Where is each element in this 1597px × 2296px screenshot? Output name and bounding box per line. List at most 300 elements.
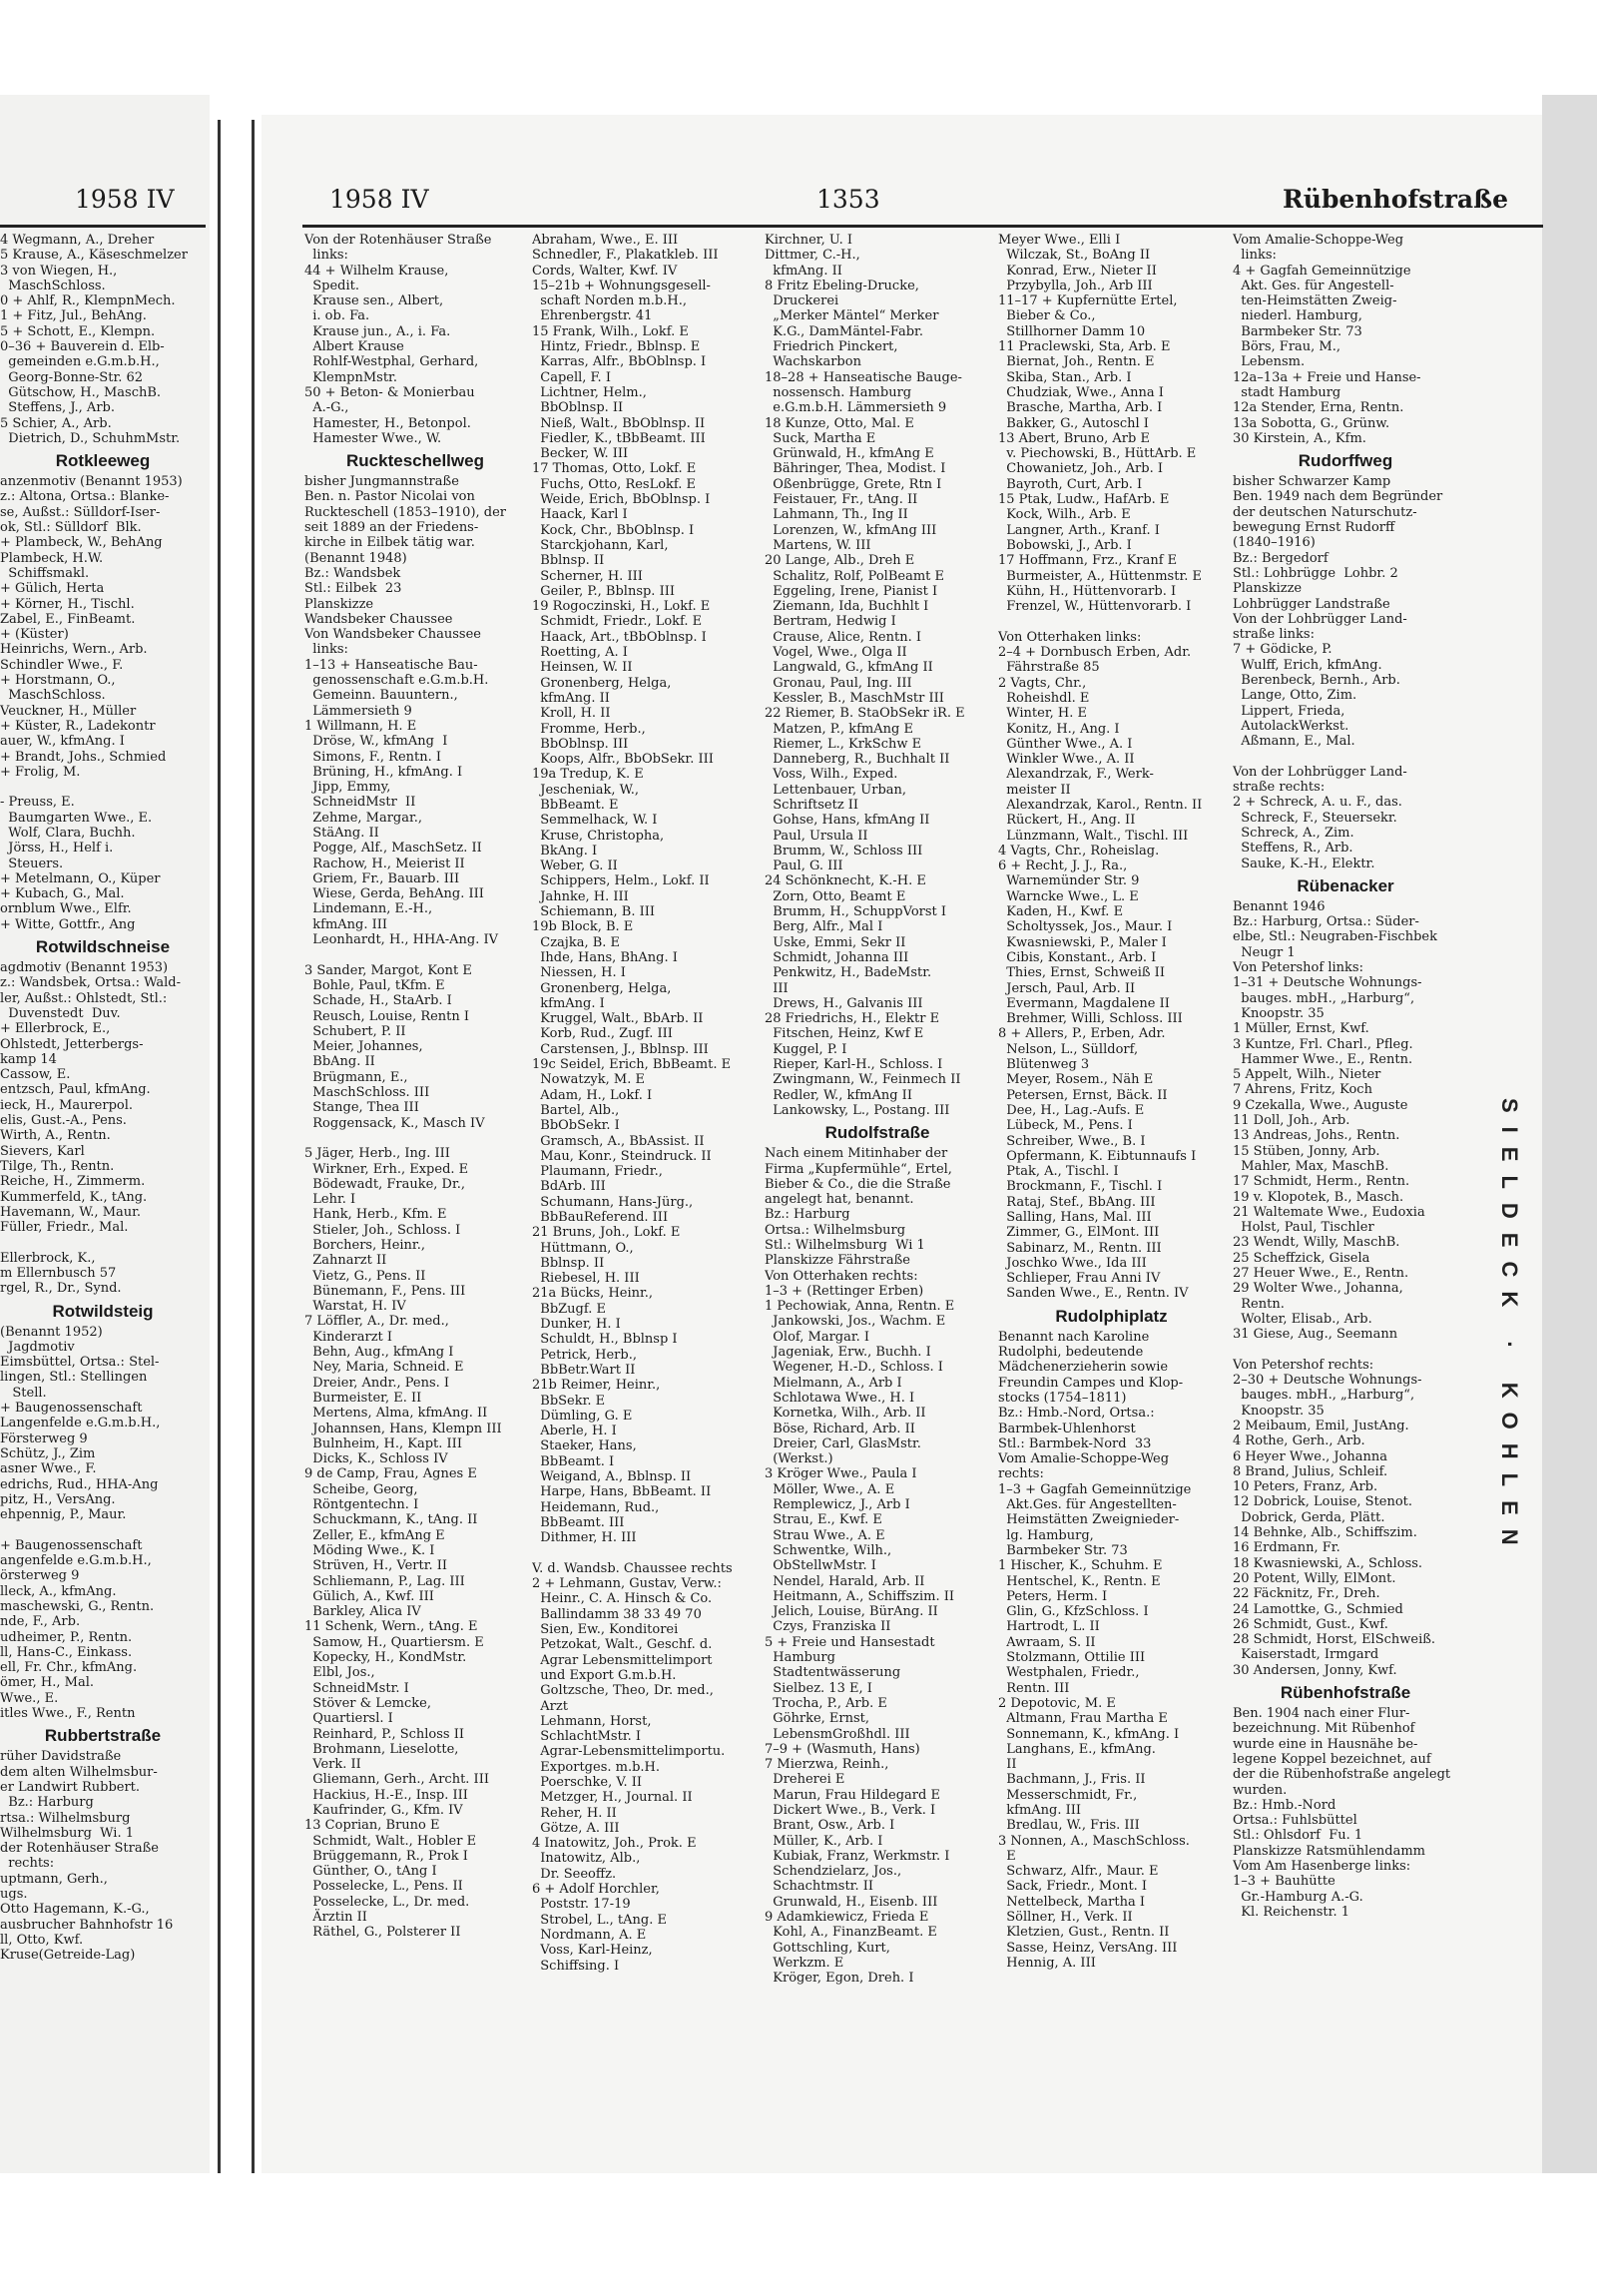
- directory-entry: Wolter, Elisab., Arb.: [1233, 1311, 1372, 1327]
- directory-entry: Dicks, K., Schloss IV: [304, 1451, 448, 1467]
- directory-entry: Bobowski, J., Arb. I: [998, 537, 1132, 553]
- directory-entry: Jelich, Louise, BürAng. II: [765, 1604, 938, 1620]
- directory-entry: 3 Sander, Margot, Kont E: [304, 962, 472, 978]
- directory-entry: Brohmann, Lieselotte,: [304, 1741, 459, 1757]
- directory-entry: und Export G.m.b.H.: [532, 1667, 677, 1683]
- directory-entry: Chowanietz, Joh., Arb. I: [998, 461, 1163, 477]
- directory-entry: 5 Schier, A., Arb.: [0, 415, 112, 431]
- directory-entry: Meyer, Rosem., Näh E: [998, 1072, 1154, 1088]
- directory-entry: Hüttmann, O.,: [532, 1240, 634, 1256]
- directory-entry: Lankowsky, L., Postang. III: [765, 1102, 950, 1118]
- directory-entry: Von Wandsbeker Chaussee: [304, 627, 481, 643]
- directory-entry: 7 Löffler, A., Dr. med.,: [304, 1314, 449, 1330]
- directory-entry: „Merker Mäntel“ Merker: [765, 308, 939, 324]
- directory-entry: Adam, H., Lokf. I: [532, 1087, 653, 1103]
- directory-entry: Brügmann, E.,: [304, 1069, 408, 1085]
- directory-entry: Gütschow, H., MaschB.: [0, 384, 162, 400]
- directory-entry: Wilczak, St., BoAng II: [998, 248, 1151, 264]
- directory-entry: [0, 1235, 4, 1250]
- directory-entry: Planskizze Fährstraße: [765, 1253, 910, 1269]
- directory-entry: Schubert, P. II: [304, 1023, 406, 1039]
- directory-entry: pitz, H., VersAng.: [0, 1491, 116, 1507]
- directory-entry: Roheishdl. E: [998, 690, 1090, 706]
- directory-entry: Staeker, Hans,: [532, 1438, 637, 1454]
- directory-entry: Samow, H., Quartiersm. E: [304, 1634, 484, 1650]
- directory-entry: (1840–1916): [1233, 535, 1316, 551]
- directory-entry: Skiba, Stan., Arb. I: [998, 369, 1132, 385]
- directory-entry: bauges. mbH., „Harburg“,: [1233, 1388, 1415, 1404]
- directory-entry: straße links:: [1233, 627, 1315, 643]
- directory-entry: Schreiber, Wwe., B. I: [998, 1133, 1146, 1149]
- directory-entry: Sasse, Heinz, VersAng. III: [998, 1940, 1178, 1956]
- directory-entry: Lünzmann, Walt., Tischl. III: [998, 828, 1189, 844]
- directory-entry: Bz.: Harburg, Ortsa.: Süder-: [1233, 914, 1419, 930]
- directory-entry: Jageniak, Erw., Buchh. I: [765, 1345, 931, 1361]
- directory-entry: örsterweg 9: [0, 1568, 80, 1584]
- street-heading: Rübenacker: [1297, 875, 1394, 895]
- directory-entry: Brant, Osw., Arb. I: [765, 1818, 895, 1834]
- directory-entry: BbAng. II: [304, 1054, 375, 1070]
- directory-entry: Dickert Wwe., B., Verk. I: [765, 1802, 936, 1818]
- directory-entry: Brockmann, F., Tischl. I: [998, 1179, 1163, 1195]
- directory-entry: ten-Heimstätten Zweig-: [1233, 293, 1397, 309]
- directory-entry: er Landwirt Rubbert.: [0, 1779, 141, 1795]
- directory-entry: Rentn.: [1233, 1296, 1285, 1312]
- directory-entry: links:: [304, 248, 348, 264]
- directory-entry: kamp 14: [0, 1051, 57, 1067]
- directory-column-4: [765, 233, 990, 2159]
- directory-entry: der Rotenhäuser Straße: [0, 1841, 159, 1857]
- directory-entry: + Metelmann, O., Küper: [0, 870, 161, 886]
- directory-entry: Glin, G., KfzSchloss. I: [998, 1604, 1149, 1620]
- directory-entry: Wirth, A., Rentn.: [0, 1128, 111, 1144]
- directory-entry: Rachow, H., Meierist II: [304, 856, 465, 871]
- directory-entry: Voss, Karl-Heinz,: [532, 1943, 653, 1959]
- directory-entry: Börs, Frau, M.,: [1233, 339, 1340, 355]
- directory-entry: rgel, R., Dr., Synd.: [0, 1281, 122, 1297]
- directory-entry: Hartrodt, L. II: [998, 1619, 1100, 1635]
- directory-entry: Sanden Wwe., E., Rentn. IV: [998, 1286, 1189, 1302]
- directory-entry: Cords, Walter, Kwf. IV: [532, 263, 678, 279]
- directory-entry: Dreier, Andr., Pens. I: [304, 1375, 450, 1391]
- directory-entry: 9 Adamkiewicz, Frieda E: [765, 1910, 929, 1926]
- directory-entry: Lübeck, M., Pens. I: [998, 1118, 1133, 1134]
- directory-entry: Vom Am Hasenberge links:: [1233, 1858, 1411, 1874]
- directory-entry: Schade, H., StaArb. I: [304, 993, 452, 1009]
- directory-entry: 2–4 + Dornbusch Erben, Adr.: [998, 645, 1192, 661]
- directory-entry: 7 Ahrens, Fritz, Koch: [1233, 1082, 1372, 1098]
- directory-entry: Bz.: Hmb.-Nord: [1233, 1797, 1336, 1813]
- street-heading: Rudorffweg: [1298, 451, 1393, 471]
- directory-entry: Nowatzyk, M. E: [532, 1072, 645, 1088]
- directory-entry: Stange, Thea III: [304, 1100, 419, 1116]
- directory-entry: Brüning, H., kfmAng. I: [304, 764, 463, 780]
- directory-entry: Bz.: Wandsbek: [304, 565, 401, 581]
- directory-entry: Dithmer, H. III: [532, 1530, 637, 1546]
- directory-entry: Möller, Wwe., A. E: [765, 1481, 895, 1497]
- directory-entry: Otto Hagemann, K.-G.,: [0, 1902, 150, 1918]
- directory-entry: Aberle, H. I: [532, 1424, 617, 1439]
- directory-entry: Czys, Franziska II: [765, 1619, 891, 1635]
- directory-entry: Suck, Martha E: [765, 430, 876, 446]
- directory-entry: Reusch, Louise, Rentn I: [304, 1008, 470, 1024]
- directory-entry: ell, Fr. Chr., kfmAng.: [0, 1660, 138, 1676]
- directory-entry: Fuchs, Otto, ResLokf. E: [532, 476, 697, 492]
- directory-entry: Borchers, Heinr.,: [304, 1238, 425, 1253]
- directory-entry: Gronenberg, Helga,: [532, 980, 672, 996]
- directory-entry: Günther, O., tAng I: [304, 1864, 437, 1880]
- directory-entry: 18 Kwasniewski, A., Schloss.: [1233, 1555, 1423, 1571]
- directory-entry: Weide, Erich, BbOblnsp. I: [532, 492, 711, 508]
- page-number: 1353: [816, 185, 880, 214]
- header-rule-right: [302, 225, 1543, 228]
- directory-entry: Konitz, H., Ang. I: [998, 721, 1120, 737]
- directory-entry: 21b Reimer, Heinr.,: [532, 1378, 661, 1394]
- directory-entry: + Kubach, G., Mal.: [0, 886, 125, 902]
- directory-entry: Burmeister, E. II: [304, 1390, 422, 1406]
- directory-entry: 18 Kunze, Otto, Mal. E: [765, 415, 914, 431]
- directory-entry: + Brandt, Johs., Schmied: [0, 749, 167, 765]
- directory-entry: Biernat, Joh., Rentn. E: [998, 354, 1155, 370]
- directory-entry: Drews, H., Galvanis III: [765, 995, 923, 1011]
- directory-entry: 2 Meibaum, Emil, JustAng.: [1233, 1418, 1409, 1434]
- directory-entry: Schreck, A., Zim.: [1233, 825, 1354, 841]
- directory-entry: [532, 1546, 536, 1561]
- directory-entry: Aßmann, E., Mal.: [1233, 734, 1355, 750]
- directory-entry: + Horstmann, O.,: [0, 673, 116, 689]
- directory-entry: Marun, Frau Hildegard E: [765, 1787, 940, 1803]
- directory-entry: MaschSchloss.: [0, 688, 106, 704]
- directory-entry: Spedit.: [304, 278, 360, 293]
- directory-column-3: [532, 233, 757, 2159]
- directory-entry: Karras, Alfr., BbOblnsp. I: [532, 354, 707, 370]
- street-header: Rübenhofstraße: [1283, 185, 1509, 214]
- directory-entry: Veuckner, H., Müller: [0, 703, 137, 719]
- directory-entry: Bachmann, J., Fris. II: [998, 1772, 1146, 1788]
- directory-entry: Agrar-Lebensmittelimportu.: [532, 1744, 726, 1760]
- directory-entry: Penkwitz, H., BadeMstr.: [765, 965, 932, 981]
- street-heading: Ruckteschellweg: [346, 451, 484, 471]
- directory-entry: Druckerei: [765, 293, 839, 309]
- directory-entry: nde, F., Arb.: [0, 1614, 81, 1630]
- directory-entry: Sielbez. 13 E, I: [765, 1680, 872, 1696]
- directory-entry: Warncke Wwe., L. E: [998, 888, 1139, 904]
- directory-entry: 21a Bücks, Heinr.,: [532, 1286, 654, 1302]
- directory-entry: 7 Mierzwa, Reinh.,: [765, 1757, 889, 1773]
- directory-entry: Barmbeker Str. 73: [998, 1542, 1128, 1558]
- directory-entry: Elbl, Jos.,: [304, 1665, 375, 1681]
- directory-entry: Dittmer, C.-H.,: [765, 248, 860, 264]
- directory-entry: 10 Peters, Franz, Arb.: [1233, 1479, 1378, 1495]
- directory-entry: Fitschen, Heinz, Kwf E: [765, 1026, 924, 1042]
- directory-entry: Becker, W. III: [532, 446, 629, 462]
- directory-entry: 2 + Schreck, A. u. F., das.: [1233, 795, 1402, 811]
- directory-entry: Stl.: Lohbrügge Lohbr. 2: [1233, 565, 1398, 581]
- directory-entry: Cassow, E.: [0, 1067, 71, 1083]
- directory-entry: E: [998, 1848, 1016, 1864]
- directory-entry: Trocha, P., Arb. E: [765, 1695, 887, 1711]
- directory-entry: Schnedler, F., Plakatkleb. III: [532, 248, 719, 264]
- directory-entry: Ärztin II: [304, 1910, 367, 1926]
- directory-entry: BbBetr.Wart II: [532, 1362, 636, 1378]
- directory-entry: Rentn. III: [998, 1680, 1070, 1696]
- directory-entry: Paul, G. III: [765, 859, 843, 874]
- directory-entry: Böse, Richard, Arb. II: [765, 1421, 915, 1436]
- directory-entry: 3 Nonnen, A., MaschSchloss.: [998, 1833, 1190, 1849]
- directory-entry: Geiler, P., Bblnsp. III: [532, 583, 675, 599]
- directory-entry: BdArb. III: [532, 1179, 606, 1195]
- directory-entry: Dröse, W., kfmAng I: [304, 734, 448, 750]
- directory-entry: Benannt nach Karoline: [998, 1329, 1150, 1345]
- directory-entry: (Benannt 1948): [304, 550, 407, 566]
- directory-entry: 20 Lange, Alb., Dreh E: [765, 553, 915, 569]
- directory-entry: 13 Andreas, Johs., Rentn.: [1233, 1128, 1400, 1144]
- directory-entry: Johannsen, Hans, Klempn III: [304, 1421, 502, 1436]
- directory-entry: 13a Sobotta, G., Grünw.: [1233, 415, 1390, 431]
- directory-entry: Schumann, Hans-Jürg.,: [532, 1194, 694, 1210]
- directory-entry: 30 Andersen, Jonny, Kwf.: [1233, 1662, 1397, 1678]
- directory-entry: + Ellerbrock, E.,: [0, 1021, 111, 1037]
- directory-entry: niederl. Hamburg,: [1233, 308, 1362, 324]
- directory-entry: + Plambeck, W., BehAng: [0, 535, 163, 551]
- directory-entry: Westphalen, Friedr.,: [998, 1665, 1140, 1681]
- directory-entry: Harpe, Hans, BbBeamt. II: [532, 1484, 712, 1500]
- directory-entry: schaft Norden m.b.H.,: [532, 293, 687, 309]
- directory-entry: 30 Kirstein, A., Kfm.: [1233, 430, 1366, 446]
- directory-entry: Nach einem Mitinhaber der: [765, 1146, 948, 1162]
- directory-entry: - Preuss, E.: [0, 795, 75, 811]
- directory-entry: Kroll, H. II: [532, 706, 611, 722]
- directory-entry: Jipp, Emmy,: [304, 780, 391, 796]
- directory-entry: Goltzsche, Theo, Dr. med.,: [532, 1683, 714, 1699]
- directory-entry: 5 Jäger, Herb., Ing. III: [304, 1146, 450, 1162]
- directory-entry: Behn, Aug., kfmAng I: [304, 1345, 454, 1361]
- directory-entry: Heinr., C. A. Hinsch & Co.: [532, 1591, 713, 1607]
- directory-entry: Kruggel, Walt., BbArb. II: [532, 1011, 704, 1027]
- directory-entry: + (Küster): [0, 627, 69, 643]
- directory-entry: Schlieper, Frau Anni IV: [998, 1271, 1161, 1287]
- directory-entry: Göhrke, Ernst,: [765, 1711, 870, 1727]
- directory-entry: Firma „Kupfermühle“, Ertel,: [765, 1161, 952, 1177]
- directory-entry: Alexandrzak, F., Werk-: [998, 767, 1154, 783]
- directory-entry: Redler, W., kfmAng II: [765, 1087, 912, 1103]
- directory-entry: 12 Dobrick, Louise, Stenot.: [1233, 1494, 1413, 1510]
- directory-entry: Tilge, Th., Rentn.: [0, 1158, 115, 1174]
- directory-entry: Füller, Friedr., Mal.: [0, 1220, 129, 1236]
- directory-entry: 9 Czekalla, Wwe., Auguste: [1233, 1097, 1408, 1113]
- directory-entry: Stolzmann, Ottilie III: [998, 1650, 1146, 1666]
- directory-entry: 19b Block, B. E: [532, 919, 634, 935]
- directory-entry: Burmeister, A., Hüttenmstr. E: [998, 568, 1202, 584]
- directory-entry: Zabel, E., FinBeamt.: [0, 611, 136, 627]
- directory-entry: Griem, Fr., Bauarb. III: [304, 870, 460, 886]
- directory-entry: Bayroth, Curt, Arb. I: [998, 476, 1143, 492]
- directory-entry: Schlotawa Wwe., H. I: [765, 1390, 915, 1406]
- directory-entry: Haack, Karl I: [532, 507, 628, 523]
- directory-entry: 6 + Recht, J. J., Ra.,: [998, 859, 1128, 874]
- directory-entry: Bartel, Alb.,: [532, 1102, 620, 1118]
- directory-entry: Weigand, A., Bblnsp. II: [532, 1469, 692, 1485]
- directory-entry: Rataj, Stef., BbAng. III: [998, 1194, 1156, 1210]
- directory-entry: Stell.: [0, 1385, 47, 1401]
- directory-entry: bisher Jungmannstraße: [304, 474, 459, 490]
- directory-entry: Schindler Wwe., F.: [0, 657, 124, 673]
- directory-entry: 4 Inatowitz, Joh., Prok. E: [532, 1836, 697, 1852]
- directory-entry: Gr.-Hamburg A.-G.: [1233, 1889, 1363, 1905]
- directory-column-2: [304, 233, 526, 2159]
- directory-entry: 5 + Freie und Hansestadt: [765, 1634, 935, 1650]
- directory-entry: Mertens, Alma, kfmAng. II: [304, 1406, 488, 1422]
- directory-entry: Zimmer, G., ElMont. III: [998, 1225, 1160, 1241]
- directory-entry: Posselecke, L., Pens. II: [304, 1879, 463, 1895]
- directory-entry: Strau Wwe., A. E: [765, 1527, 885, 1543]
- directory-entry: Rückert, H., Ang. II: [998, 813, 1136, 829]
- directory-column-5: [998, 233, 1225, 2159]
- directory-entry: entzsch, Paul, kfmAng.: [0, 1082, 151, 1098]
- directory-entry: Lebensm.: [1233, 354, 1306, 370]
- directory-entry: Peters, Herm. I: [998, 1588, 1108, 1604]
- directory-entry: Kaiserstadt, Irmgard: [1233, 1647, 1379, 1663]
- directory-entry: Hentschel, K., Rentn. E: [998, 1573, 1161, 1589]
- directory-entry: Kirchner, U. I: [765, 233, 853, 248]
- directory-entry: Dietrich, D., SchuhmMstr.: [0, 430, 181, 446]
- directory-entry: Bredlau, W., Fris. III: [998, 1818, 1140, 1834]
- directory-entry: Jörss, H., Helf i.: [0, 841, 114, 857]
- directory-entry: 25 Scheffzick, Gisela: [1233, 1250, 1370, 1266]
- directory-entry: 5 Appelt, Wilh., Nieter: [1233, 1067, 1381, 1083]
- directory-entry: KlempnMstr.: [304, 369, 397, 385]
- directory-entry: Holst, Paul, Tischler: [1233, 1220, 1374, 1236]
- directory-entry: Lettenbauer, Urban,: [765, 782, 907, 798]
- directory-entry: Ellerbrock, K.,: [0, 1250, 96, 1266]
- directory-entry: Kühn, H., Hüttenvorarb. I: [998, 583, 1177, 599]
- directory-entry: Heinsen, W. II: [532, 660, 633, 676]
- directory-entry: der die Rübenhofstraße angelegt: [1233, 1767, 1451, 1783]
- directory-entry: BbBeamt. E: [532, 797, 619, 813]
- directory-entry: 11 Doll, Joh., Arb.: [1233, 1113, 1350, 1129]
- directory-entry: Nordmann, A. E: [532, 1927, 647, 1943]
- directory-entry: [0, 780, 4, 795]
- directory-entry: Cibis, Konstant., Arb. I: [998, 949, 1157, 965]
- directory-entry: Sack, Friedr., Mont. I: [998, 1879, 1148, 1895]
- directory-entry: Capell, F. I: [532, 369, 611, 385]
- directory-entry: Berenbeck, Bernh., Arb.: [1233, 673, 1400, 689]
- directory-entry: Sonnemann, K., kfmAng. I: [998, 1726, 1180, 1742]
- directory-entry: 1 Willmann, H. E: [304, 718, 417, 734]
- directory-entry: Petersen, Ernst, Bäck. II: [998, 1087, 1168, 1103]
- directory-entry: Nettelbeck, Martha I: [998, 1894, 1145, 1910]
- directory-entry: Kohl, A., FinanzBeamt. E: [765, 1925, 937, 1941]
- directory-entry: Schmidt, Walt., Hobler E: [304, 1833, 477, 1849]
- directory-entry: Schuldt, H., Bblnsp I: [532, 1332, 678, 1348]
- directory-entry: 7 + Gödicke, P.: [1233, 642, 1332, 658]
- directory-entry: Hennig, A. III: [998, 1955, 1096, 1971]
- directory-entry: Von Otterhaken links:: [998, 629, 1142, 645]
- street-heading: Rotwildsteig: [52, 1301, 154, 1321]
- directory-entry: kfmAng. III: [998, 1802, 1082, 1818]
- directory-entry: Niessen, H. I: [532, 965, 626, 981]
- directory-entry: Jescheniak, W.,: [532, 782, 639, 798]
- directory-entry: BbOblnsp. III: [532, 736, 629, 752]
- directory-entry: Vietz, G., Pens. II: [304, 1268, 426, 1284]
- directory-entry: 4 Vagts, Chr., Roheislag.: [998, 843, 1160, 859]
- directory-entry: 26 Schmidt, Gust., Kwf.: [1233, 1616, 1388, 1632]
- directory-entry: Ruckteschell (1853–1910), der: [304, 504, 507, 520]
- directory-entry: 19c Seidel, Erich, BbBeamt. E: [532, 1057, 732, 1073]
- street-heading: Rübenhofstraße: [1280, 1683, 1411, 1703]
- directory-entry: (Benannt 1952): [0, 1324, 103, 1340]
- directory-entry: Grünwald, H., kfmAng E: [765, 446, 934, 462]
- directory-entry: anzenmotiv (Benannt 1953): [0, 474, 183, 490]
- directory-entry: Leonhardt, H., HHA-Ang. IV: [304, 932, 498, 948]
- directory-entry: + Küster, R., Ladekontr: [0, 718, 156, 734]
- directory-entry: Zehme, Margar.,: [304, 810, 423, 826]
- directory-entry: 1–3 + Bauhütte: [1233, 1874, 1335, 1890]
- directory-entry: Brumm, H., SchuppVorst I: [765, 904, 947, 920]
- directory-entry: 4 + Gagfah Gemeinnützige: [1233, 263, 1411, 279]
- directory-entry: bezeichnung. Mit Rübenhof: [1233, 1721, 1415, 1737]
- directory-entry: Stillhorner Damm 10: [998, 323, 1146, 339]
- directory-entry: Krause sen., Albert,: [304, 293, 444, 309]
- directory-entry: Mahler, Max, MaschB.: [1233, 1158, 1389, 1174]
- directory-entry: Schwarz, Alfr., Maur. E: [998, 1864, 1159, 1880]
- directory-entry: 1 Müller, Ernst, Kwf.: [1233, 1021, 1369, 1037]
- directory-entry: BbBeamt. I: [532, 1453, 615, 1469]
- directory-entry: 21 Waltemate Wwe., Eudoxia: [1233, 1204, 1425, 1220]
- directory-entry: Lichtner, Helm.,: [532, 384, 647, 400]
- directory-entry: 15 Ptak, Ludw., HafArb. E: [998, 492, 1170, 508]
- directory-entry: Gohse, Hans, kfmAng II: [765, 813, 930, 829]
- directory-entry: Von Otterhaken rechts:: [765, 1268, 918, 1284]
- directory-entry: [1233, 1342, 1237, 1357]
- directory-entry: Brasche, Martha, Arb. I: [998, 400, 1163, 416]
- directory-entry: Rohlf-Westphal, Gerhard,: [304, 354, 479, 370]
- directory-entry: Schuckmann, K., tAng. II: [304, 1512, 478, 1528]
- directory-entry: Wilhelmsburg Wi. 1: [0, 1825, 134, 1841]
- directory-entry: 19 v. Klopotek, B., Masch.: [1233, 1189, 1404, 1205]
- directory-entry: Bünemann, F., Pens. III: [304, 1283, 466, 1299]
- directory-entry: Quartiersl. I: [304, 1711, 393, 1727]
- directory-entry: kfmAng. II: [765, 263, 842, 279]
- directory-entry: Wolf, Clara, Buchh.: [0, 825, 136, 841]
- directory-entry: Kröger, Egon, Dreh. I: [765, 1971, 914, 1987]
- directory-entry: Albert Krause: [304, 339, 404, 355]
- directory-entry: Nelson, L., Sülldorf,: [998, 1041, 1139, 1057]
- directory-entry: Lohbrügger Landstraße: [1233, 596, 1390, 612]
- directory-column-6: [1233, 233, 1458, 2159]
- directory-entry: 15 Stüben, Jonny, Arb.: [1233, 1143, 1380, 1159]
- directory-entry: 3 von Wiegen, H.,: [0, 263, 118, 279]
- directory-entry: + Frolig, M.: [0, 764, 81, 780]
- directory-entry: Kopecky, H., KondMstr.: [304, 1650, 467, 1666]
- directory-entry: + Witte, Gottfr., Ang: [0, 916, 136, 932]
- directory-entry: Strobel, L., tAng. E: [532, 1912, 667, 1928]
- directory-entry: Abraham, Wwe., E. III: [532, 233, 679, 248]
- directory-entry: Kock, Wilh., Arb. E: [998, 507, 1131, 523]
- directory-entry: 12a–13a + Freie und Hanse-: [1233, 369, 1421, 385]
- directory-entry: lg. Hamburg,: [998, 1527, 1094, 1543]
- street-heading: Rotkleeweg: [55, 451, 151, 471]
- directory-entry: Hamburg: [765, 1650, 835, 1666]
- directory-entry: z.: Altona, Ortsa.: Blanke-: [0, 489, 170, 505]
- directory-entry: BkAng. I: [532, 843, 598, 859]
- directory-entry: Barmbek-Uhlenhorst: [998, 1421, 1136, 1436]
- gutter-edge-left: [218, 120, 221, 2173]
- directory-entry: Von der Lohbrügger Land-: [1233, 764, 1407, 780]
- directory-entry: Inatowitz, Alb.,: [532, 1851, 641, 1867]
- directory-entry: Georg-Bonne-Str. 62: [0, 369, 144, 385]
- directory-entry: uptmann, Gerh.,: [0, 1871, 108, 1887]
